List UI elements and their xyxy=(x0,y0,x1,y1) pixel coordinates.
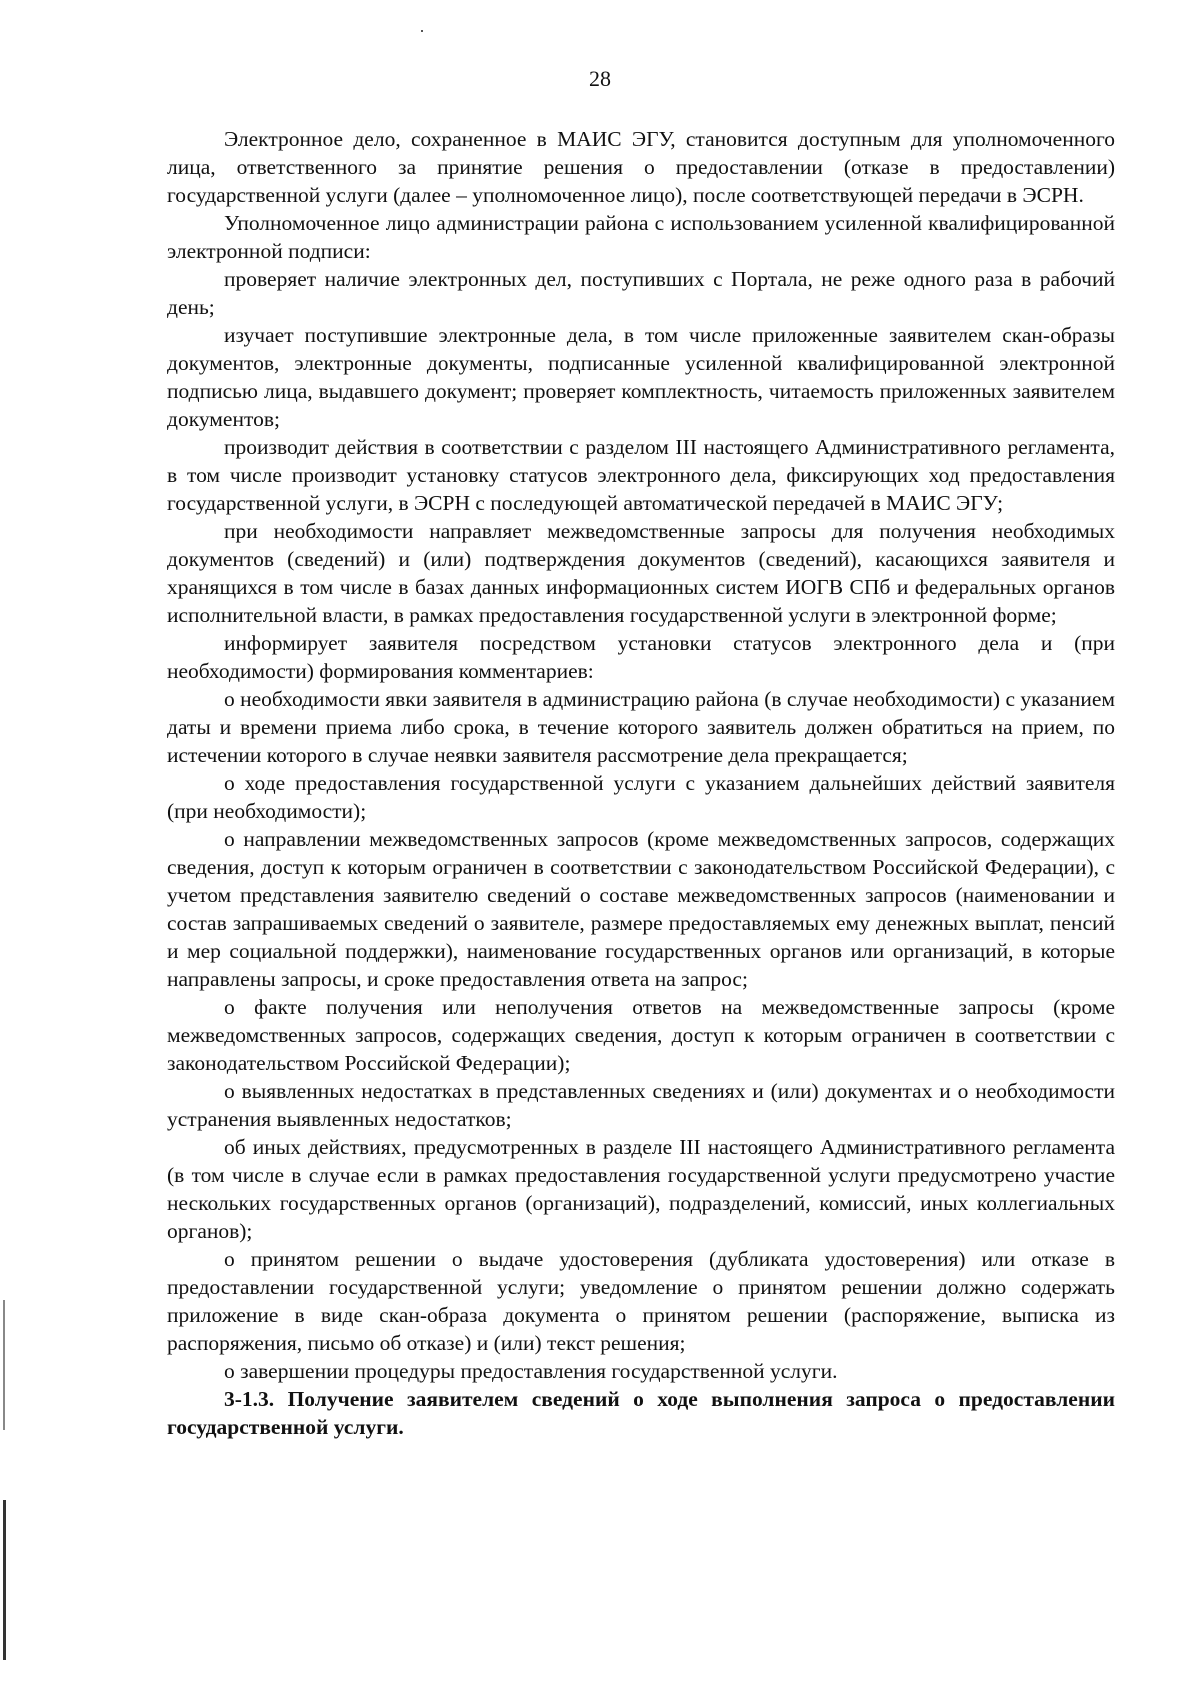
paragraph-other-actions: об иных действиях, предусмотренных в разделе III настоящего Административного регламента (в том числе в случае если в рамках предоставления государственной услуги предусмотрено участие нескольких государственных органов (организаций), подразделений, комиссий, иных коллегиальных органов); xyxy=(167,1135,1115,1243)
paragraph-performs-actions: производит действия в соответствии с разделом III настоящего Административного регламента, в том числе производит установку статусов электронного дела, фиксирующих ход предоставления государственной услуги, в ЭСРН с последующей автоматической передачей в МАИС ЭГУ; xyxy=(167,435,1115,515)
paragraph-decision: о принятом решении о выдаче удостоверения (дубликата удостоверения) или отказе в предоставлении государственной услуги; уведомление о принятом решении должно содержать приложение в виде скан-образа документа о принятом решении (распоряжение, выписка из распоряжения, письмо об отказе) и (или) текст решения; xyxy=(167,1247,1115,1355)
paragraph-attendance-need: о необходимости явки заявителя в администрацию района (в случае необходимости) с указанием даты и времени приема либо срока, в течение которого заявитель должен обратиться на прием, по истечении которого в случае неявки заявителя рассмотрение дела прекращается; xyxy=(167,687,1115,767)
paragraph-interagency-requests: при необходимости направляет межведомственные запросы для получения необходимых документов (сведений) и (или) подтверждения документов (сведений), касающихся заявителя и хранящихся в том числе в базах данных информационных систем ИОГВ СПб и федеральных органов исполнительной власти, в рамках предоставления государственной услуги в электронной форме; xyxy=(167,519,1115,627)
section-heading: 3-1.3. Получение заявителем сведений о ходе выполнения запроса о предоставлении государственной услуги. xyxy=(167,1387,1115,1439)
scan-edge-mark xyxy=(3,1500,6,1660)
document-body xyxy=(167,125,1115,1441)
paragraph-responses-received: о факте получения или неполучения ответов на межведомственные запросы (кроме межведомственных запросов, содержащих сведения, доступ к которым ограничен в соответствии с законодательством Российской Федерации); xyxy=(167,995,1115,1075)
page-number: 28 xyxy=(589,66,611,91)
scan-speck xyxy=(421,30,423,32)
paragraph-electronic-case: Электронное дело, сохраненное в МАИС ЭГУ, становится доступным для уполномоченного лица, ответственного за принятие решения о предоставлении (отказе в предоставлении) государственной услуги (далее – уполномоченное лицо), после соответствующей передачи в ЭСРН. xyxy=(167,127,1115,207)
paragraph-completion: о завершении процедуры предоставления государственной услуги. xyxy=(224,1359,838,1383)
scan-edge-mark xyxy=(3,1300,5,1430)
paragraph-requests-sent: о направлении межведомственных запросов (кроме межведомственных запросов, содержащих сведения, доступ к которым ограничен в соответствии с законодательством Российской Федерации), с учетом представления заявителю сведений о составе межведомственных запросов (наименовании и состав запрашиваемых сведений о заявителе, размере предоставляемых ему денежных выплат, пенсий и мер социальной поддержки), наименование государственных органов или организаций, в которые направлены запросы, и сроке предоставления ответа на запрос; xyxy=(167,827,1115,991)
paragraph-checks-cases: проверяет наличие электронных дел, поступивших с Портала, не реже одного раза в рабочий день; xyxy=(167,267,1115,319)
paragraph-authorized-person: Уполномоченное лицо администрации района с использованием усиленной квалифицированной электронной подписи: xyxy=(167,211,1115,263)
paragraph-deficiencies: о выявленных недостатках в представленных сведениях и (или) документах и о необходимости устранения выявленных недостатков; xyxy=(167,1079,1115,1131)
paragraph-service-progress: о ходе предоставления государственной услуги с указанием дальнейших действий заявителя (при необходимости); xyxy=(167,771,1115,823)
paragraph-informs-applicant: информирует заявителя посредством установки статусов электронного дела и (при необходимости) формирования комментариев: xyxy=(167,631,1115,683)
paragraph-studies-cases: изучает поступившие электронные дела, в том числе приложенные заявителем скан-образы документов, электронные документы, подписанные усиленной квалифицированной электронной подписью лица, выдавшего документ; проверяет комплектность, читаемость приложенных заявителем документов; xyxy=(167,323,1115,431)
